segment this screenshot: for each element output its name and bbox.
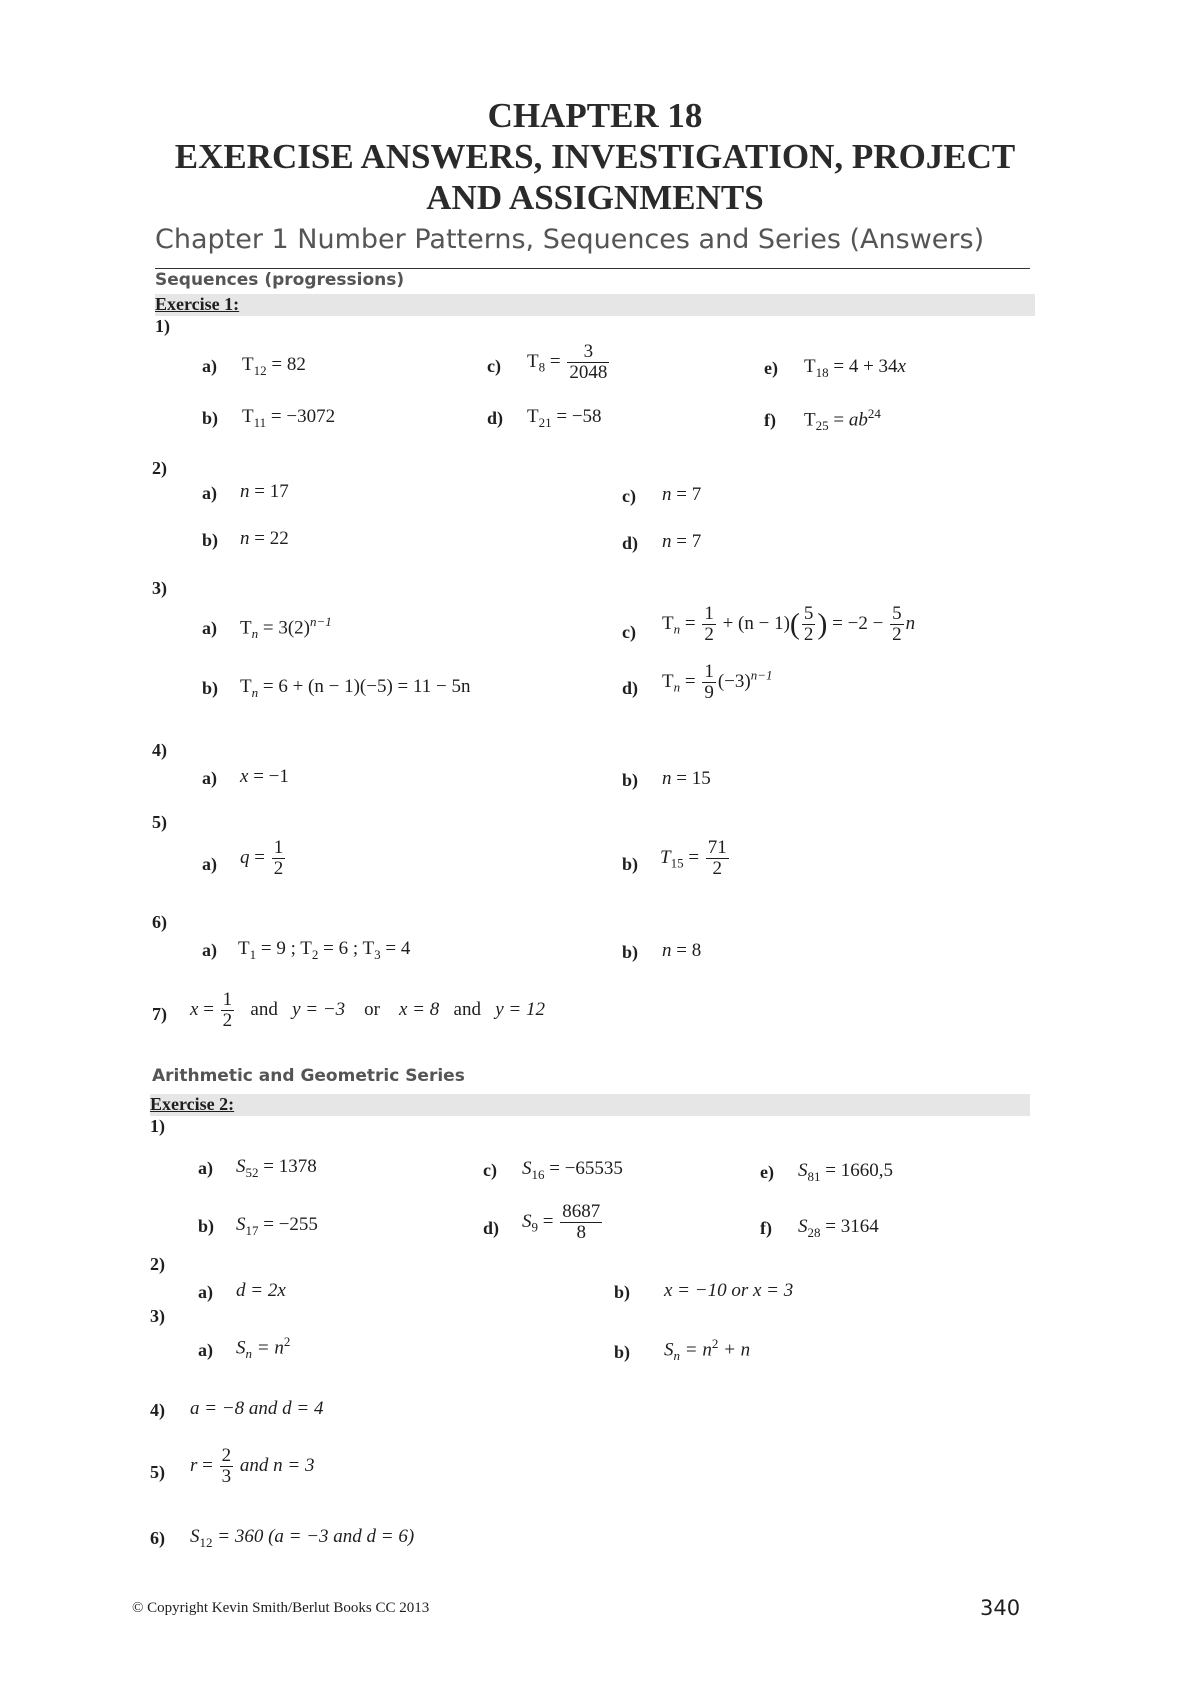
question-number: 2) <box>150 1254 165 1274</box>
part-label: d) <box>622 678 639 698</box>
part-label: a) <box>198 1340 213 1360</box>
answer-7: x = $\frac{1}{2}$ and y = −3 or x = 8 and y = 12 <box>190 989 545 1031</box>
heading-rule <box>155 268 1030 269</box>
answer-5a: q = $\frac{1}{2}$ <box>240 837 284 879</box>
answer-s2-1e: $S_{81} = 1660,5$ <box>798 1160 893 1184</box>
part-label: c) <box>483 1160 497 1180</box>
question-number: 1) <box>150 1116 165 1136</box>
part-label: a) <box>198 1282 213 1302</box>
answer-1e: $T_{18} = 4 + 34x$ <box>804 356 906 380</box>
answer-3a: $T_n = 3(2)^{n-1}$ <box>240 614 332 642</box>
answer-1c: $T_8$ = $\frac{3}{2048}$ <box>527 341 608 383</box>
answer-6b: n = 8 <box>662 940 702 961</box>
answer-2d: n = 7 <box>662 531 702 552</box>
part-label: d) <box>487 408 504 428</box>
part-label: c) <box>622 486 636 506</box>
part-label: b) <box>622 770 639 790</box>
question-number: 4) <box>152 740 167 760</box>
chapter-title-line1: EXERCISE ANSWERS, INVESTIGATION, PROJECT <box>174 137 1016 176</box>
answer-s2-4: a = −8 and d = 4 <box>190 1398 324 1419</box>
exercise-2-bar <box>150 1094 1030 1116</box>
part-label: a) <box>202 768 217 788</box>
answer-4b: n = 15 <box>662 768 711 789</box>
answer-5b: $T_{15}$ = $\frac{71}{2}$ <box>660 837 727 879</box>
part-label: a) <box>202 618 217 638</box>
answer-3d: $T_n$ = $\frac{1}{9}$ $(-3)^{n-1}$ <box>662 661 773 703</box>
part-label: f) <box>764 410 776 430</box>
question-number: 3) <box>152 578 167 598</box>
answer-s2-2a: d = 2x <box>236 1280 286 1301</box>
part-label: c) <box>622 622 636 642</box>
part-label: b) <box>202 530 219 550</box>
section-title-sequences: Sequences (progressions) <box>155 270 405 290</box>
question-number: 2) <box>152 458 167 478</box>
exercise-1-bar <box>155 294 1035 316</box>
part-label: d) <box>622 533 639 553</box>
question-number: 1) <box>155 316 170 336</box>
part-label: a) <box>202 940 217 960</box>
part-label: a) <box>202 483 217 503</box>
part-label: a) <box>202 854 217 874</box>
answer-s2-1b: $S_{17} = -255$ <box>236 1214 318 1238</box>
answer-4a: x = −1 <box>240 766 289 787</box>
answer-1d: $T_{21} = -58$ <box>527 406 602 430</box>
question-number: 4) <box>150 1400 165 1420</box>
question-number: 3) <box>150 1306 165 1326</box>
part-label: f) <box>760 1218 772 1238</box>
question-number: 6) <box>150 1528 165 1548</box>
part-label: e) <box>764 358 778 378</box>
answer-s2-5: r = $\frac{2}{3}$ and n = 3 <box>190 1445 315 1487</box>
exercise-2-label: Exercise 2: <box>150 1094 235 1114</box>
chapter-1-heading: Chapter 1 Number Patterns, Sequences and Series (Answers) <box>155 224 985 255</box>
part-label: b) <box>614 1342 631 1362</box>
part-label: b) <box>202 678 219 698</box>
answer-s2-1c: $S_{16} = -65535$ <box>522 1158 623 1182</box>
answer-2b: n = 22 <box>240 528 289 549</box>
chapter-title-line2: AND ASSIGNMENTS <box>426 178 764 217</box>
part-label: a) <box>202 356 217 376</box>
answer-s2-6: $S_{12} = 360$ (a = −3 and d = 6) <box>190 1526 415 1550</box>
part-label: c) <box>487 356 501 376</box>
chapter-number: CHAPTER 18 <box>487 96 703 135</box>
part-label: b) <box>198 1216 215 1236</box>
exercise-1-label: Exercise 1: <box>155 294 240 314</box>
answer-3c: $T_n$ = $\frac{1}{2}$ + (n − 1)( $\frac{5}{2}$ ) = −2 − $\frac{5}{2}$ n <box>662 603 916 645</box>
answer-2a: n = 17 <box>240 481 289 502</box>
copyright-notice: © Copyright Kevin Smith/Berlut Books CC 2013 <box>132 1600 430 1616</box>
answer-s2-3a: $S_n = n^2$ <box>236 1334 291 1362</box>
answer-1b: $T_{11} = -3072$ <box>242 406 336 430</box>
part-label: a) <box>198 1158 213 1178</box>
answer-s2-1a: $S_{52} = 1378$ <box>236 1156 317 1180</box>
part-label: b) <box>202 408 219 428</box>
question-number: 5) <box>150 1462 165 1482</box>
part-label: e) <box>760 1162 774 1182</box>
question-number: 7) <box>152 1004 167 1024</box>
question-number: 6) <box>152 912 167 932</box>
answer-2c: n = 7 <box>662 484 702 505</box>
answer-s2-1f: $S_{28} = 3164$ <box>798 1216 879 1240</box>
answer-3b: $T_n = 6 + (n - 1)(-5) = 11 - 5n$ <box>240 676 471 700</box>
answer-s2-2b: x = −10 or x = 3 <box>664 1280 794 1301</box>
answer-1a: $T_{12} = 82$ <box>242 354 306 378</box>
page-number: 340 <box>980 1596 1021 1620</box>
section-title-series: Arithmetic and Geometric Series <box>152 1066 465 1086</box>
answer-s2-1d: $S_9$ = $\frac{8687}{8}$ <box>522 1201 601 1243</box>
question-number: 5) <box>152 812 167 832</box>
answer-s2-3b: $S_n = n^2 + n$ <box>664 1336 751 1364</box>
answer-6a: $T_1 = 9$ ; $T_2 = 6$ ; $T_3 = 4$ <box>238 938 411 962</box>
part-label: d) <box>483 1218 500 1238</box>
part-label: b) <box>614 1282 631 1302</box>
part-label: b) <box>622 942 639 962</box>
answer-1f: $T_{25} = ab^{24}$ <box>804 406 881 434</box>
part-label: b) <box>622 854 639 874</box>
